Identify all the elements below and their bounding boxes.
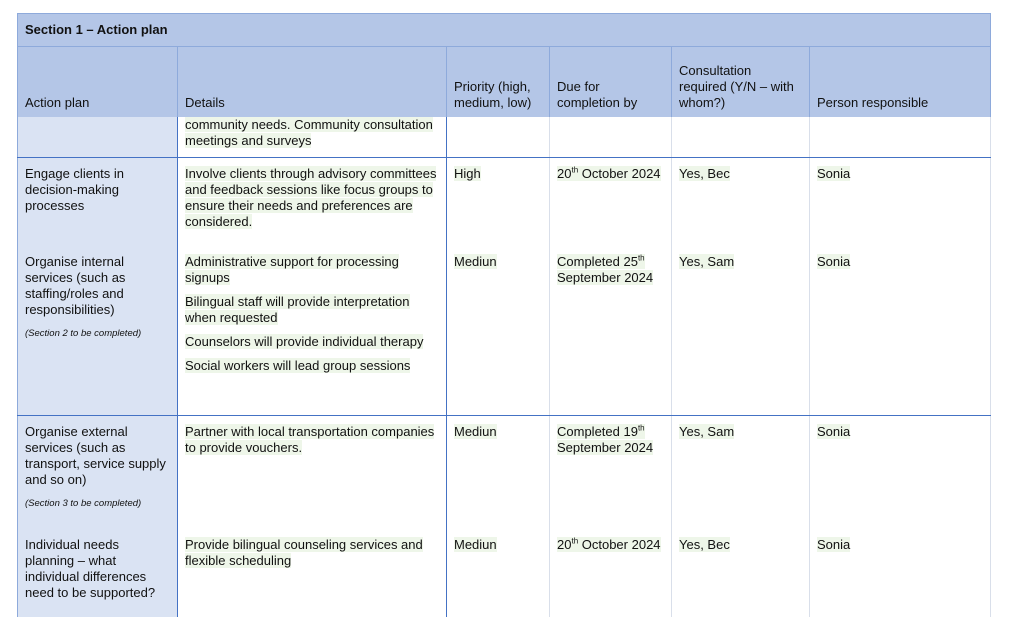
due-prefix: 20: [557, 166, 572, 181]
action-cell: [18, 117, 178, 158]
consult-cell: [672, 158, 810, 247]
section-title: Section 1 – Action plan: [18, 14, 991, 47]
details-text: Involve clients through advisory committees and feedback sessions like focus groups to ensure their needs and preferences are considered.: [185, 166, 437, 229]
due-text: [557, 254, 653, 285]
action-text: Individual needs planning – what individual differences need to be supported?: [25, 537, 156, 600]
due-sup: th: [637, 253, 645, 263]
consult-text: Yes, Bec: [679, 537, 730, 552]
action-note: (Section 2 to be completed): [25, 328, 142, 339]
due-sup: th: [571, 165, 579, 175]
person-cell: [810, 117, 991, 158]
consult-cell: [672, 246, 810, 416]
action-cell: [18, 529, 178, 617]
person-cell: [810, 416, 991, 530]
action-text: Engage clients in decision-making processes: [25, 166, 125, 213]
due-prefix: Completed 25: [557, 254, 638, 269]
header-action-plan: Action plan: [18, 47, 178, 118]
due-prefix: 20: [557, 537, 572, 552]
due-cell: [550, 529, 672, 617]
header-priority: Priority (high, medium, low): [447, 47, 550, 118]
details-cell: [178, 246, 447, 416]
consult-cell: [672, 117, 810, 158]
consult-text: Yes, Sam: [679, 424, 735, 439]
due-suffix: October 2024: [578, 166, 661, 181]
details-text: Counselors will provide individual therapy: [185, 334, 424, 349]
due-suffix: October 2024: [578, 537, 661, 552]
consult-text: Yes, Sam: [679, 254, 735, 269]
due-prefix: Completed 19: [557, 424, 638, 439]
details-text: Provide bilingual counseling services and flexible scheduling: [185, 537, 423, 568]
priority-text: High: [454, 166, 481, 181]
action-cell: [18, 416, 178, 530]
table-row: [18, 117, 991, 158]
action-plan-table: [17, 13, 991, 617]
consult-cell: [672, 529, 810, 617]
details-cell: [178, 529, 447, 617]
person-text: Sonia: [817, 424, 851, 439]
consult-text: Yes, Bec: [679, 166, 730, 181]
action-text: Organise internal services (such as staffing/roles and responsibilities): [25, 254, 126, 317]
table-row: [18, 246, 991, 416]
details-text: Bilingual staff will provide interpretation when requested: [185, 294, 410, 325]
priority-cell: [447, 246, 550, 416]
priority-cell: [447, 416, 550, 530]
details-text: Administrative support for processing signups: [185, 254, 399, 285]
table-row: [18, 416, 991, 530]
details-cell: [178, 158, 447, 247]
table-row: [18, 158, 991, 247]
person-text: Sonia: [817, 537, 851, 552]
due-text: [557, 424, 653, 455]
consult-cell: [672, 416, 810, 530]
due-text: [557, 537, 661, 552]
priority-text: Mediun: [454, 254, 497, 269]
details-text: Partner with local transportation companies to provide vouchers.: [185, 424, 435, 455]
person-text: Sonia: [817, 254, 851, 269]
person-cell: [810, 158, 991, 247]
action-cell: [18, 246, 178, 416]
header-consultation: Consultation required (Y/N – with whom?): [672, 47, 810, 118]
person-cell: [810, 246, 991, 416]
priority-text: Mediun: [454, 424, 497, 439]
priority-cell: [447, 529, 550, 617]
details-text: community needs. Community consultation meetings and surveys: [185, 117, 433, 148]
header-person: Person responsible: [810, 47, 991, 118]
priority-text: Mediun: [454, 537, 497, 552]
due-sup: th: [571, 536, 579, 546]
due-cell: [550, 246, 672, 416]
action-text: Organise external services (such as transport, service supply and so on): [25, 424, 166, 487]
person-cell: [810, 529, 991, 617]
priority-cell: [447, 117, 550, 158]
due-text: [557, 166, 661, 181]
due-sup: th: [637, 423, 645, 433]
action-cell: [18, 158, 178, 247]
due-cell: [550, 158, 672, 247]
due-cell: [550, 416, 672, 530]
due-suffix: September 2024: [557, 270, 654, 285]
person-text: Sonia: [817, 166, 851, 181]
due-suffix: September 2024: [557, 440, 654, 455]
details-cell: [178, 117, 447, 158]
due-cell: [550, 117, 672, 158]
header-due: Due for completion by: [550, 47, 672, 118]
header-details: Details: [178, 47, 447, 118]
table-row: [18, 529, 991, 617]
action-note: (Section 3 to be completed): [25, 498, 142, 509]
details-text: Social workers will lead group sessions: [185, 358, 411, 373]
details-cell: [178, 416, 447, 530]
priority-cell: [447, 158, 550, 247]
